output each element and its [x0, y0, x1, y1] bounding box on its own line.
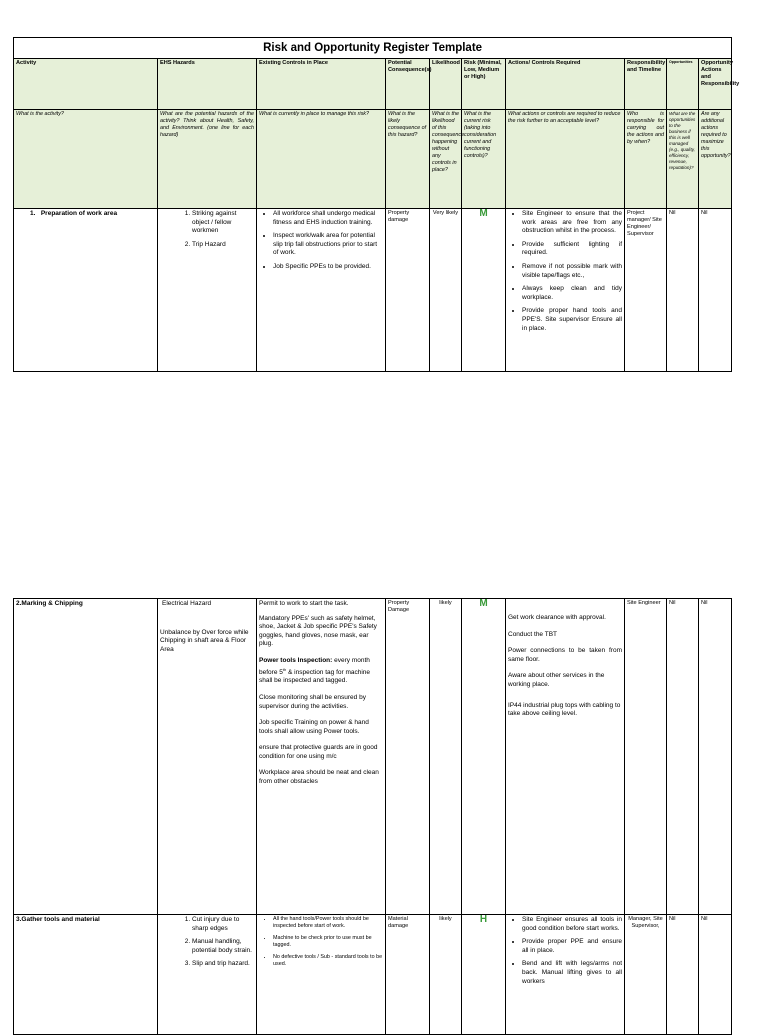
action-item: IP44 industrial plug tops with cabling to take above ceiling level. — [508, 701, 621, 718]
controls-cell — [257, 599, 386, 915]
page-title: Risk and Opportunity Register Template — [14, 38, 732, 59]
controls-cell — [257, 915, 386, 1035]
activity-cell: 3.Gather tools and material — [14, 915, 158, 1035]
opportunities-cell: Nil — [667, 915, 699, 1035]
action-item: Conduct the TBT — [508, 630, 558, 638]
header-responsibility: Responsibility and Timeline — [625, 59, 667, 110]
risk-rating: M — [462, 599, 506, 915]
activity-cell — [14, 209, 158, 372]
question-hazards: What are the potential hazards of the activity? Think about Health, Safety, and Environment. (one line for each hazard) — [158, 110, 257, 209]
actions-cell — [506, 599, 625, 915]
header-actions: Actions/ Controls Required — [506, 59, 625, 110]
consequence-cell: Material damage — [386, 915, 430, 1035]
question-controls: What is currently in place to manage this risk? — [257, 110, 386, 209]
control-item: Mandatory PPEs' such as safety helmet, shoe, Jacket & Job specific PPE's Safety goggles, hand gloves, nose mask, ear plug. — [259, 614, 377, 648]
responsibility-cell: Project manager/ Site Engineer/ Supervisor — [625, 209, 667, 372]
header-controls: Existing Controls in Place — [257, 59, 386, 110]
header-hazards: EHS Hazards — [158, 59, 257, 110]
risk-rating: M — [462, 209, 506, 372]
opportunities-cell: Nil — [667, 209, 699, 372]
question-likelihood: What is the likelihood of this consequence happening without any controls in place? — [430, 110, 462, 209]
likelihood-cell: Very likely — [430, 209, 462, 372]
action-item: Power connections to be taken from same floor. — [508, 647, 622, 663]
register-table-bottom — [13, 598, 732, 1035]
action-item: Aware about other services in the working place. — [508, 672, 605, 688]
hazard-item: Electrical Hazard — [162, 600, 212, 607]
header-activity: Activity — [14, 59, 158, 110]
hazards-cell — [158, 209, 257, 372]
header-risk: Risk (Minimal, Low, Medium or High) — [462, 59, 506, 110]
control-item: Job specific Training on power & hand tools shall allow using Power tools. — [259, 719, 369, 735]
consequence-cell: Property damage — [386, 209, 430, 372]
question-activity: What is the activity? — [14, 110, 158, 209]
question-risk: What is the current risk (taking into consideration current and functioning controls)? — [462, 110, 506, 209]
control-item: Close monitoring shall be ensured by supervisor during the activities. — [259, 693, 366, 710]
control-item: • All workforce shall undergo medical fitness and EHS induction training. — [273, 210, 383, 227]
hazard-item: 2. Trip Hazard — [192, 241, 254, 250]
opportunities-cell: Nil — [667, 599, 699, 915]
header-consequence: Potential Consequence(s) — [386, 59, 430, 110]
opp-actions-cell: Nil — [699, 915, 732, 1035]
risk-rating: H — [462, 915, 506, 1035]
responsibility-cell: Site Engineer — [625, 599, 667, 915]
question-actions: What actions or controls are required to reduce the risk further to an acceptable level? — [506, 110, 625, 209]
control-item: Workplace area should be neat and clean from other obstacles — [259, 769, 379, 786]
register-table-top — [13, 37, 740, 372]
control-item: Permit to work to start the task. — [259, 600, 349, 607]
opp-actions-cell: Nil — [699, 209, 732, 372]
action-item: • Bend and lift with legs/arms not back. Manual lifting gives to all workers — [522, 960, 622, 986]
control-item: ensure that protective guards are in good condition for one using m/c — [259, 744, 378, 760]
controls-cell — [257, 209, 386, 372]
control-item: • All the hand tools/Power tools should be inspected before start of work. — [273, 916, 383, 930]
hazard-item: 2. Manual handling, potential body strain. — [192, 938, 254, 955]
likelihood-cell: likely — [430, 599, 462, 915]
action-item: Get work clearance with approval. — [508, 614, 606, 621]
activity-number: 1. — [30, 210, 36, 217]
hazards-cell — [158, 599, 257, 915]
action-item: • Provide sufficient lighting if required. — [522, 241, 622, 258]
action-item: • Provide proper PPE and ensure all in place. — [522, 938, 622, 955]
header-opp-actions: Opportunity Actions and Responsibility — [699, 59, 732, 110]
action-item: • Site Engineer ensures all tools in good condition before start works. — [522, 916, 622, 933]
control-item: Power tools Inspection: every month before 5th & inspection tag for machine shall be inspected and tagged. — [259, 656, 371, 685]
question-opp-actions: Are any additional actions required to maximize this opportunity? — [699, 110, 732, 209]
question-responsibility: Who is responsible for carrying out the actions and by when? — [625, 110, 667, 209]
consequence-cell: Property Damage — [386, 599, 430, 915]
action-item: • Site Engineer to ensure that the work areas are free from any obstruction whilst in the process. — [522, 210, 622, 236]
control-item: • Inspect work/walk area for potential slip trip fall obstructions prior to start of work. — [273, 232, 383, 258]
hazards-cell — [158, 915, 257, 1035]
question-consequence: What is the likely consequence of this hazard? — [386, 110, 430, 209]
header-opportunities: Opportunities — [667, 59, 699, 110]
control-item: • Machine to be check prior to use must be tagged. — [273, 935, 383, 949]
activity-label: Preparation of work area — [40, 210, 118, 217]
control-item: • Job Specific PPEs to be provided. — [273, 263, 383, 272]
question-opportunities: What are the opportunities to the business if this is well managed (e.g., quality, efficiency, revenue, reputation)? — [667, 110, 699, 209]
control-item: • No defective tools / Sub - standard tools to be used. — [273, 954, 383, 968]
hazard-item: 3. Slip and trip hazard. — [192, 960, 254, 969]
responsibility-cell: Manager, Site Supervisor, — [625, 915, 667, 1035]
hazard-item: 1. Cut injury due to sharp edges — [192, 916, 254, 933]
action-item: • Always keep clean and tidy workplace. — [522, 285, 622, 302]
control-item-heading: Power tools Inspection: — [259, 656, 333, 664]
opp-actions-cell: Nil — [699, 599, 732, 915]
header-likelihood: Likelihood — [430, 59, 462, 110]
hazard-item: 1. Striking against object / fellow workmen — [192, 210, 254, 236]
activity-cell: 2.Marking & Chipping — [14, 599, 158, 915]
actions-cell — [506, 915, 625, 1035]
actions-cell — [506, 209, 625, 372]
action-item: • Remove if not possible mark with visible tape/flags etc., — [522, 263, 622, 280]
action-item: • Provide proper hand tools and PPE'S. Site supervisor Ensure all in place. — [522, 307, 622, 333]
likelihood-cell: likely — [430, 915, 462, 1035]
hazard-item: Unbalance by Over force while Chipping in shaft area & Floor Area — [160, 628, 249, 653]
